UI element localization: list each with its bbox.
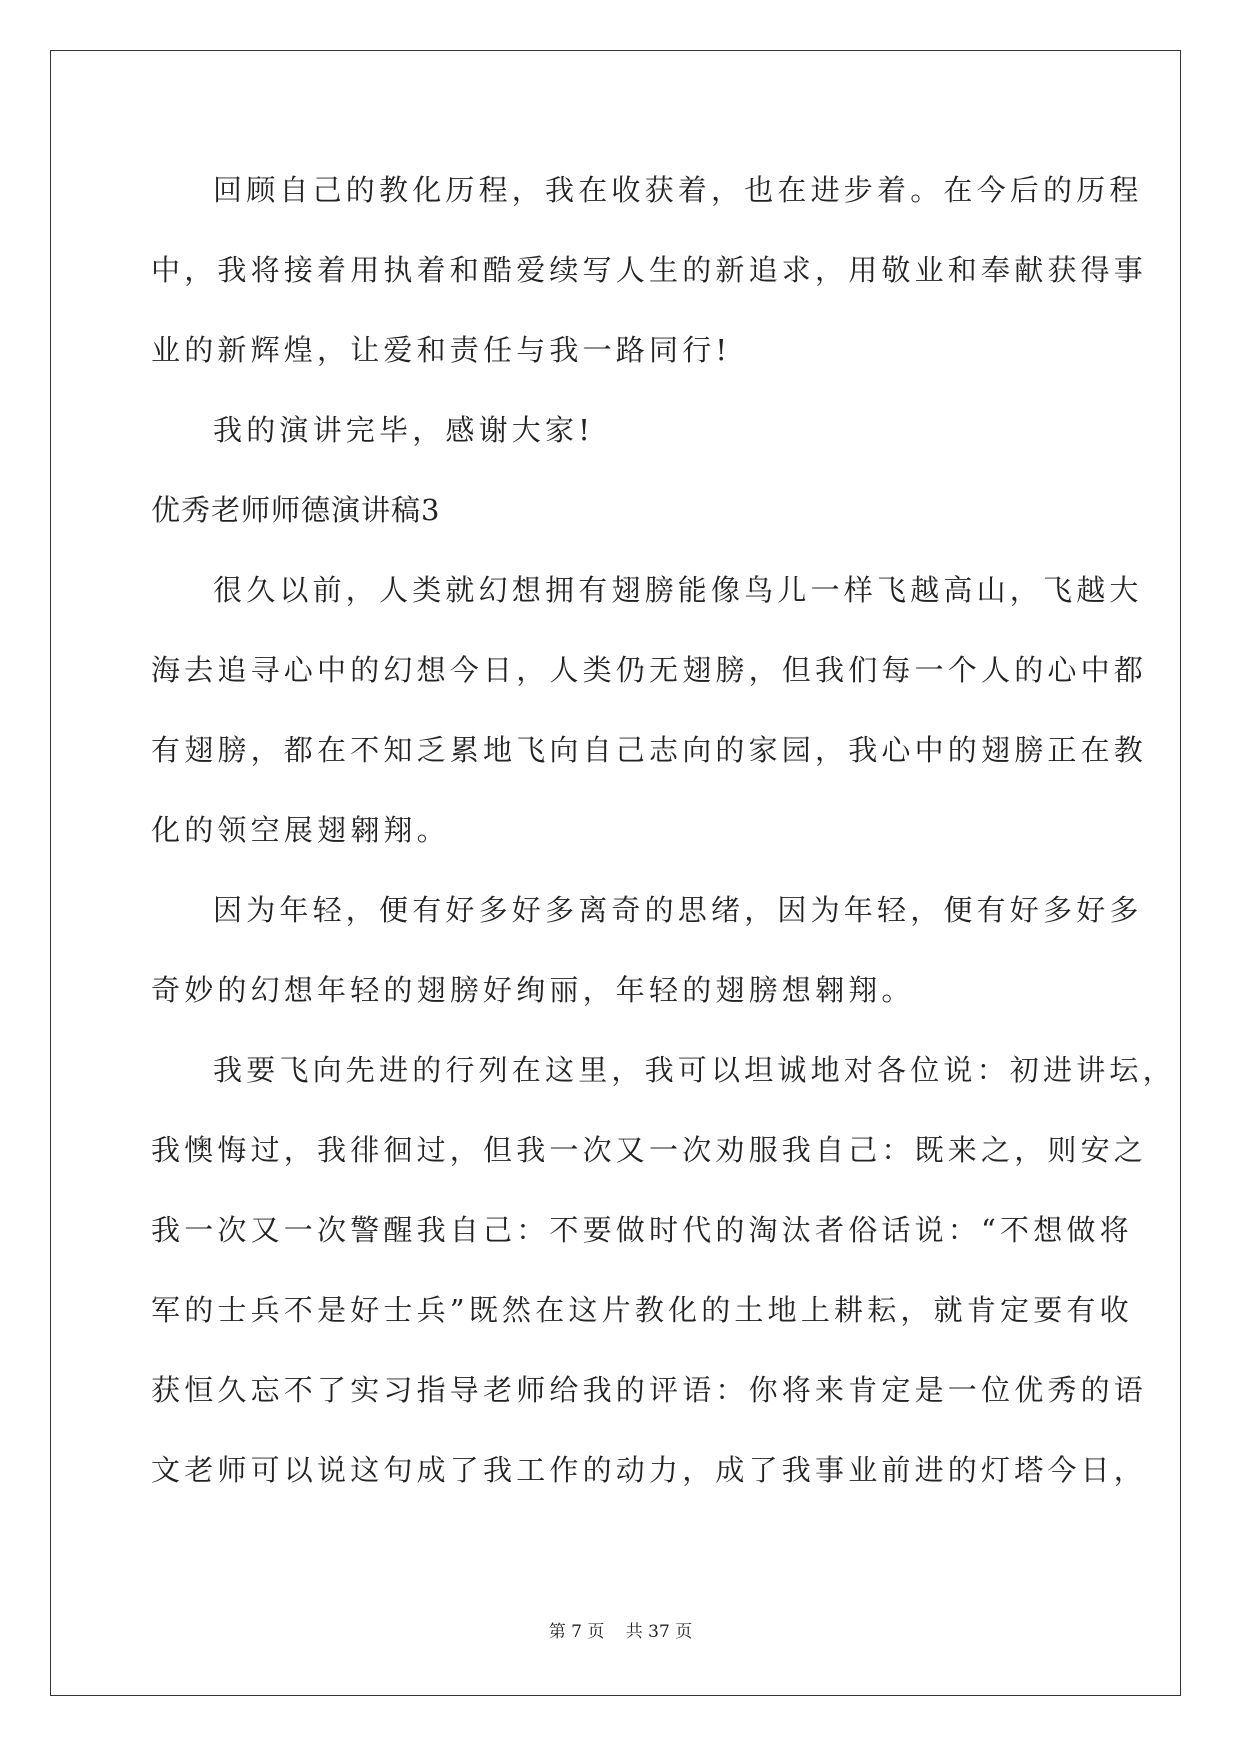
page-total: 共 37 页 xyxy=(625,1622,693,1642)
paragraph-line: 很久以前，人类就幻想拥有翅膀能像鸟儿一样飞越高山，飞越大 xyxy=(213,573,1143,607)
paragraph-line: 因为年轻，便有好多好多离奇的思绪，因为年轻，便有好多好多 xyxy=(213,893,1143,927)
paragraph-line: 中，我将接着用执着和酷爱续写人生的新追求，用敬业和奉献获得事 xyxy=(151,253,1148,287)
paragraph-line: 奇妙的幻想年轻的翅膀好绚丽，年轻的翅膀想翱翔。 xyxy=(151,973,915,1007)
page-number: 第 7 页 xyxy=(548,1622,605,1642)
paragraph-line: 获恒久忘不了实习指导老师给我的评语：你将来肯定是一位优秀的语 xyxy=(151,1373,1148,1407)
paragraph-line: 我的演讲完毕，感谢大家! xyxy=(213,413,595,447)
paragraph-line: 化的领空展翅翱翔。 xyxy=(151,813,450,847)
paragraph-line: 海去追寻心中的幻想今日，人类仍无翅膀，但我们每一个人的心中都 xyxy=(151,653,1148,687)
paragraph-line: 有翅膀，都在不知乏累地飞向自己志向的家园，我心中的翅膀正在教 xyxy=(151,733,1148,767)
page-border xyxy=(50,50,1181,1696)
paragraph-line: 我要飞向先进的行列在这里，我可以坦诚地对各位说：初进讲坛， xyxy=(213,1053,1176,1087)
paragraph-line: 业的新辉煌，让爱和责任与我一路同行! xyxy=(151,333,732,367)
page-footer xyxy=(0,1617,1241,1642)
paragraph-line: 文老师可以说这句成了我工作的动力，成了我事业前进的灯塔今日， xyxy=(151,1453,1148,1487)
section-heading: 优秀老师师德演讲稿3 xyxy=(151,493,441,527)
paragraph-line: 回顾自己的教化历程，我在收获着，也在进步着。在今后的历程 xyxy=(213,173,1143,207)
paragraph-line: 军的士兵不是好士兵”既然在这片教化的土地上耕耘，就肯定要有收 xyxy=(151,1293,1133,1327)
paragraph-line: 我懊悔过，我徘徊过，但我一次又一次劝服我自己：既来之，则安之 xyxy=(151,1133,1148,1167)
paragraph-line: 我一次又一次警醒我自己：不要做时代的淘汰者俗话说：“不想做将 xyxy=(151,1213,1133,1247)
